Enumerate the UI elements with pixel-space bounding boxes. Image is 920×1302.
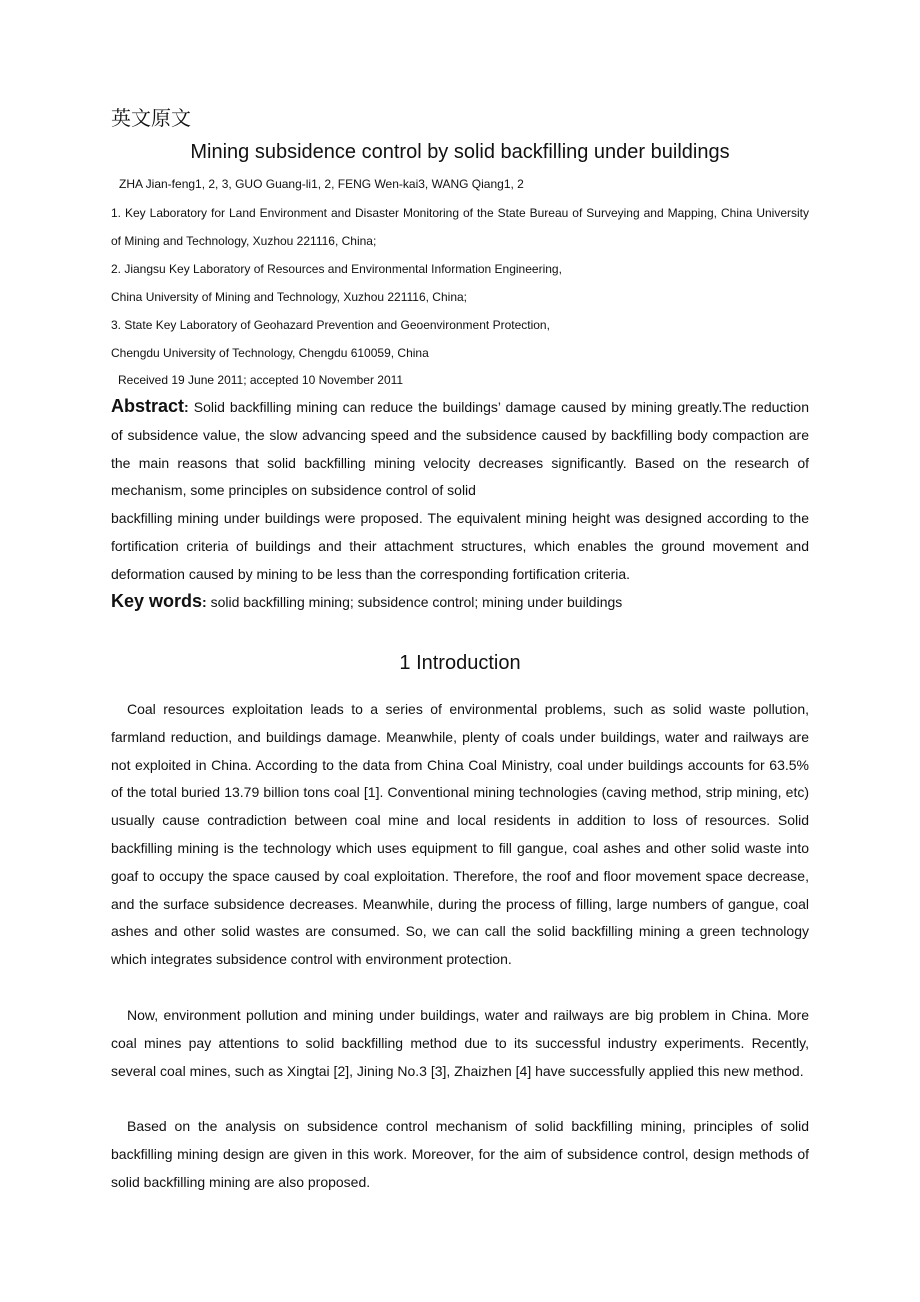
abstract-part1 (111, 393, 809, 505)
chinese-heading: 英文原文 (111, 106, 191, 130)
affiliation-3: 3. State Key Laboratory of Geohazard Prevention and Geoenvironment Protection, (111, 318, 550, 332)
affiliation-3-cont: Chengdu University of Technology, Chengdu 610059, China (111, 346, 429, 360)
affiliation-2: 2. Jiangsu Key Laboratory of Resources and Environmental Information Engineering, (111, 262, 562, 276)
received-dates: Received 19 June 2011; accepted 10 November 2011 (118, 373, 404, 387)
section-title: 1 Introduction (399, 652, 521, 674)
affiliation-2-cont: China University of Mining and Technology, Xuzhou 221116, China; (111, 290, 467, 304)
affiliation-1: 1. Key Laboratory for Land Environment and Disaster Monitoring of the State Bureau of Surveying and Mapping, China University of Mining and Technology, Xuzhou 221116, China; (111, 206, 809, 248)
abstract-sep: : (184, 399, 189, 415)
paragraph-3: Based on the analysis on subsidence control mechanism of solid backfilling mining, principles of solid backfilling mining design are given in this work. Moreover, for the aim of subsidence control, design methods of solid backfilling mining are also proposed. (111, 1118, 809, 1190)
abstract-label: Abstract (111, 396, 185, 416)
keywords-sep: : (202, 594, 207, 610)
keywords-label: Key words (111, 591, 203, 611)
abstract (111, 393, 809, 589)
keywords (111, 587, 809, 616)
paragraph-2: Now, environment pollution and mining under buildings, water and railways are big problem in China. More coal mines pay attentions to solid backfilling method due to its successful industry experiments. Recently, several coal mines, such as Xingtai [2], Jining No.3 [3], Zhaizhen [4] have successfully applied this new method. (111, 1007, 809, 1079)
keywords-text: solid backfilling mining; subsidence control; mining under buildings (206, 594, 623, 610)
abstract-part2: backfilling mining under buildings were proposed. The equivalent mining height was designed according to the fortification criteria of buildings and their attachment structures, which enables the ground movement and deformation caused by mining to be less than the corresponding fortification criteria. (111, 510, 809, 582)
paragraph-1: Coal resources exploitation leads to a series of environmental problems, such as solid waste pollution, farmland reduction, and buildings damage. Meanwhile, plenty of coals under buildings, water and railways are not exploited in China. According to the data from China Coal Ministry, coal under buildings accounts for 63.5% of the total buried 13.79 billion tons coal [1]. Conventional mining technologies (caving method, strip mining, etc) usually cause contradiction between coal mine and local residents in addition to loss of resources. Solid backfilling mining is the technology which uses equipment to fill gangue, coal ashes and other solid waste into goaf to occupy the space caused by coal exploitation. Therefore, the roof and floor movement space decrease, and the surface subsidence decreases. Meanwhile, during the process of filling, large numbers of gangue, coal ashes and other solid wastes are consumed. So, we can call the solid backfilling mining a green technology which integrates subsidence control with environment protection. (111, 701, 809, 968)
authors: ZHA Jian-feng1, 2, 3, GUO Guang-li1, 2, FENG Wen-kai3, WANG Qiang1, 2 (119, 177, 524, 191)
paper-title: Mining subsidence control by solid backfilling under buildings (190, 141, 730, 163)
abstract-text-1: Solid backfilling mining can reduce the buildings’ damage caused by mining greatly.The reduction of subsidence value, the slow advancing speed and the subsidence caused by backfilling body compaction are the main reasons that solid backfilling mining velocity decreases significantly. Based on the research of mechanism, some principles on subsidence control of solid (111, 399, 809, 499)
